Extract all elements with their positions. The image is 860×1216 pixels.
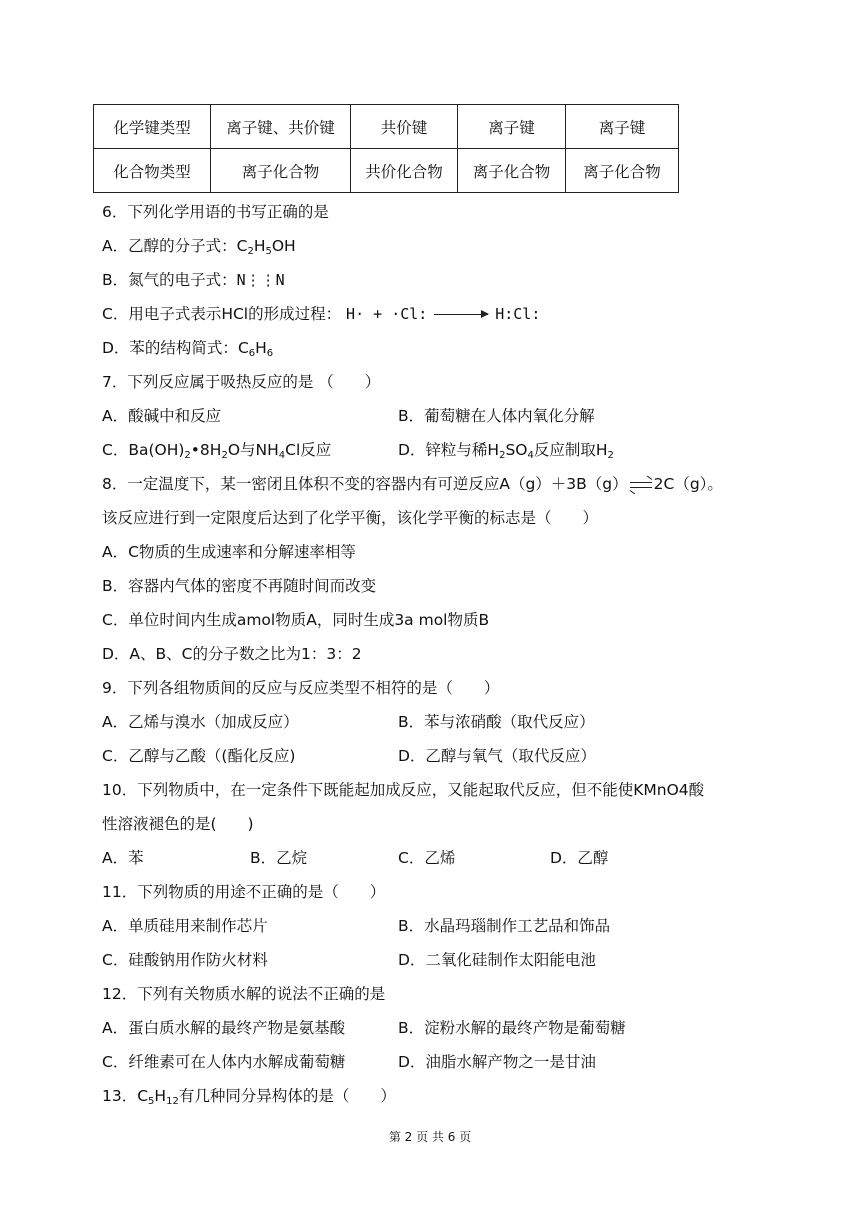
q9-option-a: A．乙烯与溴水（加成反应） xyxy=(102,713,299,731)
question-10-stem-line1: 10．下列物质中，在一定条件下既能起加成反应，又能起取代反应，但不能使KMnO4酸 xyxy=(102,781,705,799)
subscript: 2 xyxy=(221,450,228,461)
option-text: C．Ba(OH) xyxy=(102,441,185,459)
q9-option-c: C．乙醇与乙酸（(酯化反应) xyxy=(102,747,296,765)
reaction-arrow-icon xyxy=(434,314,488,315)
q6-option-a xyxy=(102,235,296,257)
table-cell: 共价键 xyxy=(351,105,458,149)
q6-option-b xyxy=(102,269,285,291)
q10-option-c: C．乙烯 xyxy=(398,849,456,867)
option-text: B．氮气的电子式： xyxy=(102,271,237,289)
question-8-stem-line1 xyxy=(102,473,723,495)
q9-option-b: B．苯与浓硝酸（取代反应） xyxy=(398,713,595,731)
table-cell: 离子化合物 xyxy=(211,149,351,193)
option-text: SO xyxy=(505,441,528,459)
formula-part: H xyxy=(253,237,266,255)
subscript: 12 xyxy=(166,1096,179,1107)
subscript: 6 xyxy=(266,348,274,359)
subscript: 5 xyxy=(148,1096,155,1107)
q12-option-d: D．油脂水解产物之一是甘油 xyxy=(398,1053,596,1071)
stem-text: 8．一定温度下，某一密闭且体积不变的容器内有可逆反应A（g）＋3B（g） xyxy=(102,475,628,493)
stem-text: 13．C xyxy=(102,1087,149,1105)
option-text: C．用电子式表示HCl的形成过程： xyxy=(102,305,342,323)
subscript: 2 xyxy=(607,450,614,461)
question-9-stem: 9．下列各组物质间的反应与反应类型不相符的是（ ） xyxy=(102,679,500,697)
q11-option-d: D．二氧化硅制作太阳能电池 xyxy=(398,951,596,969)
q6-option-d xyxy=(102,337,273,359)
option-text: 反应制取H xyxy=(533,441,608,459)
q8-option-b: B．容器内气体的密度不再随时间而改变 xyxy=(102,577,377,595)
table-cell: 化学键类型 xyxy=(94,105,211,149)
q12-option-b: B．淀粉水解的最终产物是葡萄糖 xyxy=(398,1019,626,1037)
subscript: 4 xyxy=(278,450,286,461)
q10-option-b: B．乙烷 xyxy=(250,849,308,867)
subscript: 6 xyxy=(248,348,256,359)
q7-option-a: A．酸碱中和反应 xyxy=(102,407,222,425)
q8-option-d: D．A、B、C的分子数之比为1：3：2 xyxy=(102,645,362,663)
formula-part: H xyxy=(255,339,267,357)
table-cell: 离子化合物 xyxy=(458,149,566,193)
bond-type-table xyxy=(93,104,679,193)
question-6-stem: 6．下列化学用语的书写正确的是 xyxy=(102,203,329,221)
option-text: D．锌粒与稀H xyxy=(398,441,500,459)
q11-option-a: A．单质硅用来制作芯片 xyxy=(102,917,268,935)
stem-text: 2C（g）。 xyxy=(653,475,723,493)
option-text: •8H xyxy=(190,441,222,459)
formula-part: C xyxy=(237,339,249,357)
stem-text: H xyxy=(154,1087,167,1105)
table-cell: 离子键 xyxy=(458,105,566,149)
subscript: 4 xyxy=(527,450,534,461)
page-footer: 第 2 页 共 6 页 xyxy=(388,1130,472,1144)
formula-part: C xyxy=(236,237,248,255)
stem-text: 有几种同分异构体的是（ ） xyxy=(178,1087,396,1105)
subscript: 5 xyxy=(265,246,272,257)
subscript: 2 xyxy=(499,450,506,461)
q11-option-b: B．水晶玛瑙制作工艺品和饰品 xyxy=(398,917,611,935)
subscript: 2 xyxy=(247,246,254,257)
q10-option-a: A．苯 xyxy=(102,849,144,867)
nitrogen-lewis-formula: N⋮⋮N xyxy=(236,271,285,289)
option-text: D．苯的结构简式： xyxy=(102,339,238,357)
q12-option-a: A．蛋白质水解的最终产物是氨基酸 xyxy=(102,1019,346,1037)
table-cell: 化合物类型 xyxy=(94,149,211,193)
question-8-stem-line2: 该反应进行到一定限度后达到了化学平衡，该化学平衡的标志是（ ） xyxy=(102,509,599,527)
table-cell: 离子键、共价键 xyxy=(211,105,351,149)
q6-option-c xyxy=(102,303,540,325)
formula-part: OH xyxy=(271,237,296,255)
q7-option-b: B．葡萄糖在人体内氧化分解 xyxy=(398,407,595,425)
equilibrium-arrow-icon xyxy=(630,480,652,490)
lewis-rhs: H:Cl: xyxy=(495,305,541,323)
option-text: O与NH xyxy=(227,441,279,459)
table-cell: 共价化合物 xyxy=(351,149,458,193)
q7-option-c xyxy=(102,439,331,461)
table-row xyxy=(94,105,679,149)
option-text: Cl反应 xyxy=(285,441,332,459)
table-cell: 离子键 xyxy=(566,105,679,149)
question-11-stem: 11．下列物质的用途不正确的是（ ） xyxy=(102,883,386,901)
option-text: A．乙醇的分子式： xyxy=(102,237,237,255)
q9-option-d: D．乙醇与氧气（取代反应） xyxy=(398,747,596,765)
q10-option-d: D．乙醇 xyxy=(550,849,609,867)
q7-option-d xyxy=(398,439,614,461)
question-7-stem: 7．下列反应属于吸热反应的是 （ ） xyxy=(102,373,381,391)
table-row xyxy=(94,149,679,193)
q8-option-c: C．单位时间内生成amol物质A，同时生成3a mol物质B xyxy=(102,611,490,629)
question-13-stem xyxy=(102,1085,396,1107)
question-12-stem: 12．下列有关物质水解的说法不正确的是 xyxy=(102,985,386,1003)
lewis-lhs: H· + ·Cl: xyxy=(346,305,428,323)
q11-option-c: C．硅酸钠用作防火材料 xyxy=(102,951,268,969)
table-cell: 离子化合物 xyxy=(566,149,679,193)
question-10-stem-line2: 性溶液褪色的是( ) xyxy=(102,815,254,833)
q8-option-a: A．C物质的生成速率和分解速率相等 xyxy=(102,543,356,561)
q12-option-c: C．纤维素可在人体内水解成葡萄糖 xyxy=(102,1053,346,1071)
subscript: 2 xyxy=(184,450,191,461)
